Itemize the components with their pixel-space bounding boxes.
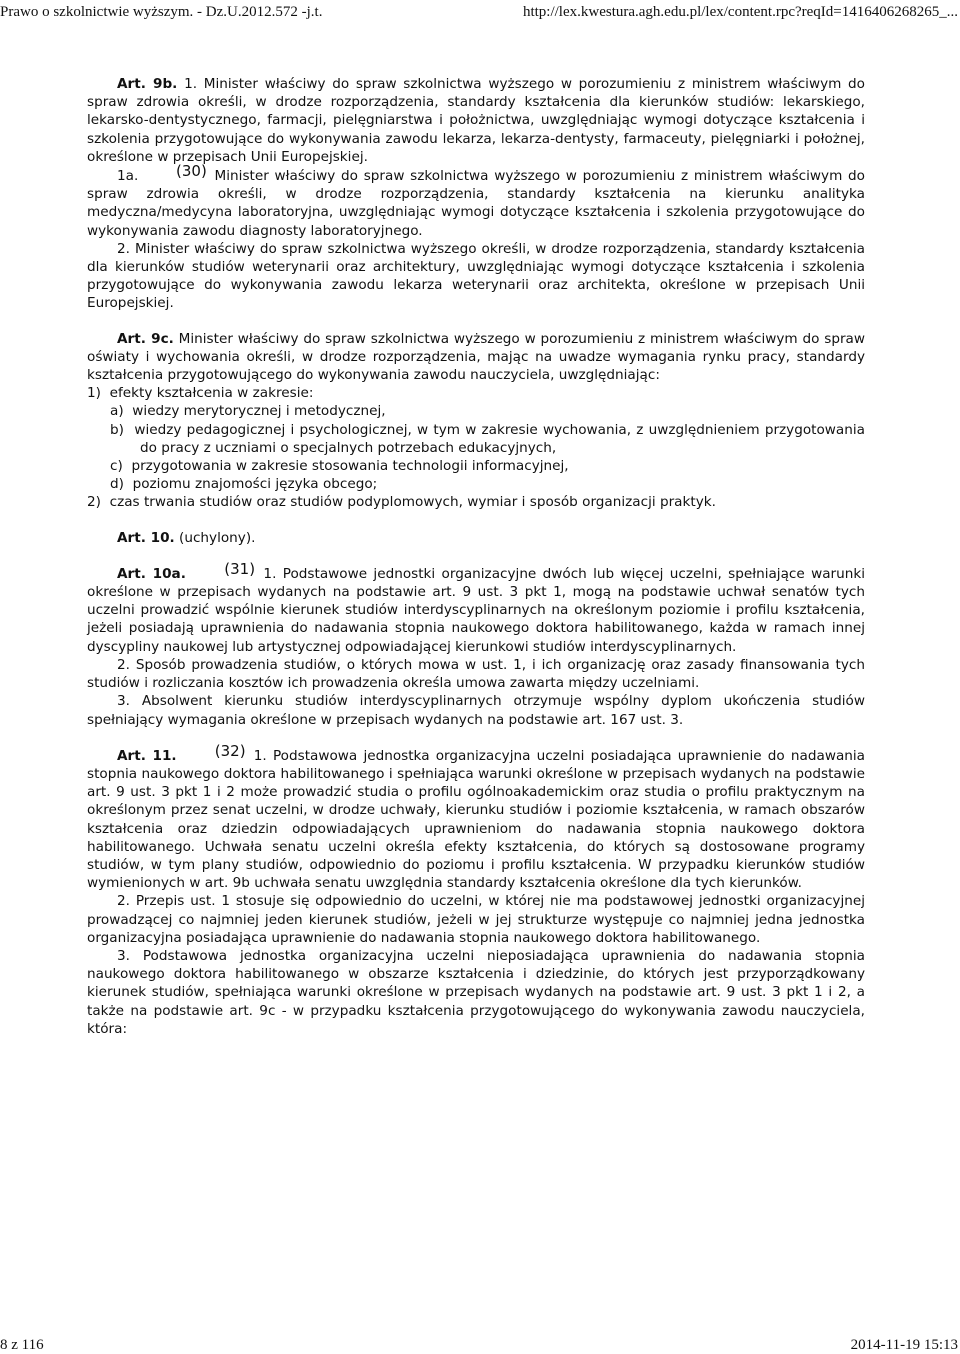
footnote-ref-30: (30) xyxy=(176,162,207,181)
sub-list-item-num: b) xyxy=(110,421,124,438)
art9b-p1a-text: Minister właściwy do spraw szkolnictwa wyższego w porozumieniu z ministrem właściwym do spraw zdrowia określi, w drodze rozporządzenia, standardy kształcenia na kierunku analityka medyczna/medycyna laboratoryjna, uwzględniając wymogi dotyczące kształcenia i szkolenia przygotowujące do wykonywania zawodu diagnosty laboratoryjnego. xyxy=(87,168,865,239)
art10a-p3-text: Absolwent kierunku studiów interdyscyplinarnych otrzymuje wspólny dyplom ukończenia studiów spełniający wymagania określone w przepisach wydanych na podstawie art. 167 ust. 3. xyxy=(87,693,865,728)
art10-label: Art. 10. xyxy=(117,529,175,546)
list-item-num: 2) xyxy=(87,494,101,511)
sub-list-item-text: wiedzy pedagogicznej i psychologicznej, w tym w zakresie wychowania, z uwzględnieniem przygotowania do pracy z uczniami o specjalnych potrzebach edukacyjnych, xyxy=(134,421,865,456)
art11-par3 xyxy=(87,947,865,1038)
art11-par2 xyxy=(87,892,865,947)
art11-par1 xyxy=(87,741,865,893)
art9b-p1-text: Minister właściwy do spraw szkolnictwa wyższego w porozumieniu z ministrem właściwym do spraw zdrowia określi, w drodze rozporządzenia, standardy kształcenia dla kierunków studiów: lekarskiego, lekarsko-dentystycznego, farmacji, pielęgniarstwa i położnictwa, uwzględniając wymogi dotyczące kształcenia i szkolenia przygotowujące do wykonywania zawodu lekarza, lekarza-dentysty, farmaceuty, pielęgniarki i położnej, określone w przepisach Unii Europejskiej. xyxy=(87,76,865,165)
list-item-text: efekty kształcenia w zakresie: xyxy=(109,385,314,402)
art9b-par1a xyxy=(87,162,865,240)
footer-page-number: 8 z 116 xyxy=(0,1337,44,1353)
sub-list-item-num: d) xyxy=(110,476,124,493)
art11-p1-text: Podstawowa jednostka organizacyjna uczelni posiadająca uprawnienie do nadawania stopnia naukowego doktora habilitowanego i spełniająca warunki określone w przepisach wydanych na podstawie art. 9 ust. 3 pkt 1 i 2 może prowadzić studia o profilu ogólnoakademickim oraz studia o profilu praktycznym na określonym przez senat uczelni, w drodze uchwały, kierunku studiów i poziomie kształcenia, w ramach obszarów kształcenia oraz dziedzin odpowiadających uprawnieniom do nadawania stopnia naukowego doktora habilitowanego. Uchwała senatu uczelni określa efekty kształcenia, do których są dostosowane programy studiów, w tym plany studiów, odpowiednio do poziomu i profilu kształcenia. W przypadku kierunków studiów wymienionych w art. 9b uchwała senatu uwzględnia standardy kształcenia określone dla tych kierunków. xyxy=(87,747,865,892)
art10a-p2-text: Sposób prowadzenia studiów, o których mowa w ust. 1, i ich organizację oraz zasady finansowania tych studiów i rozliczania kosztów ich prowadzenia określa umowa zawarta między uczelniami. xyxy=(87,656,865,692)
art10a-par3 xyxy=(87,692,865,728)
art9b-p2-num: 2. xyxy=(117,240,130,257)
art11-p2-num: 2. xyxy=(117,893,130,910)
list-item xyxy=(87,493,865,511)
header-url: http://lex.kwestura.agh.edu.pl/lex/content.rpc?reqId=1416406268265_... xyxy=(522,4,958,20)
header-document-title: Prawo o szkolnictwie wyższym. - Dz.U.2012.572 -j.t. xyxy=(0,4,323,20)
sub-list-item-num: a) xyxy=(110,403,124,420)
list-item-num: 1) xyxy=(87,385,101,402)
footnote-ref-31: (31) xyxy=(224,559,256,578)
art9c-intro xyxy=(87,330,865,385)
document-body xyxy=(87,75,865,1038)
art10a-label: Art. 10a. xyxy=(117,565,186,582)
list-item-text: czas trwania studiów oraz studiów podyplomowych, wymiar i sposób organizacji praktyk. xyxy=(109,494,716,511)
sub-list-item-num: c) xyxy=(110,458,123,475)
art10a-p2-num: 2. xyxy=(117,656,130,673)
art9b-p1-num: 1. xyxy=(184,76,198,92)
sub-list-item xyxy=(87,475,865,493)
art11-label: Art. 11. xyxy=(117,747,177,764)
art11-p2-text: Przepis ust. 1 stosuje się odpowiednio do uczelni, w której nie ma podstawowej jednostki organizacyjnej prowadzącej co najmniej jeden kierunek studiów, jeżeli w jej strukturze występuje co najmniej jedna jednostka organizacyjna posiadająca uprawnienie do nadawania stopnia naukowego doktora habilitowanego. xyxy=(87,893,866,946)
art10-par xyxy=(87,529,865,547)
footnote-ref-32: (32) xyxy=(214,741,246,760)
art10-text: (uchylony). xyxy=(179,529,256,546)
sub-list-item xyxy=(87,402,865,420)
art10a-p1-text: Podstawowe jednostki organizacyjne dwóch lub więcej uczelni, spełniające warunki określone w przepisach wydanych na podstawie art. 9 ust. 3 pkt 1, mogą na podstawie uchwał senatów tych uczelni prowadzić wspólnie kierunek studiów interdyscyplinarnych na określonym poziomie i profilu kształcenia, jeżeli posiadają uprawnienia do nadawania stopnia naukowego doktora habilitowanego, każda w ramach innej dyscypliny naukowej lub artystycznej odpowiadającej kierunkowi studiów interdyscyplinarnych. xyxy=(87,565,866,655)
art9b-p2-text: Minister właściwy do spraw szkolnictwa wyższego określi, w drodze rozporządzenia, standardy kształcenia dla kierunków studiów weterynarii oraz architektury, uwzględniając wymogi dotyczące kształcenia i szkolenia przygotowujące do wykonywania zawodu lekarza weterynarii oraz architekta, określone w przepisach Unii Europejskiej. xyxy=(87,240,865,312)
sub-list-item xyxy=(87,421,865,457)
art9b-p1a-num: 1a. xyxy=(117,168,139,185)
art9b-label: Art. 9b. xyxy=(117,76,178,92)
art11-p3-text: Podstawowa jednostka organizacyjna uczelni nieposiadająca uprawnienia do nadawania stopnia naukowego doktora habilitowanego w obszarze kształcenia i dziedzinie, do których jest przyporządkowany kierunek studiów, spełniająca warunki określone w przepisach wydanych na podstawie art. 9 ust. 3 pkt 1 i 2, a także na podstawie art. 9c - w przypadku kształcenia przygotowującego do wykonywania zawodu nauczyciela, która: xyxy=(87,947,865,1037)
art11-p3-num: 3. xyxy=(117,947,130,964)
art10a-par2 xyxy=(87,656,865,692)
sub-list-item-text: poziomu znajomości języka obcego; xyxy=(132,476,378,493)
art9b-par1 xyxy=(87,75,865,166)
art10a-p3-num: 3. xyxy=(117,693,130,710)
sub-list-item-text: przygotowania w zakresie stosowania technologii informacyjnej, xyxy=(131,458,569,475)
art9c-intro-text: Minister właściwy do spraw szkolnictwa wyższego w porozumieniu z ministrem właściwym do spraw oświaty i wychowania określi, w drodze rozporządzenia, mając na uwadze wymagania rynku pracy, standardy kształcenia przygotowującego do wykonywania zawodu nauczyciela, uwzględniając: xyxy=(87,330,865,384)
art10a-p1-num: 1. xyxy=(263,565,277,582)
list-item xyxy=(87,384,865,402)
art10a-par1 xyxy=(87,559,866,656)
art11-p1-num: 1. xyxy=(253,747,267,764)
sub-list-item-text: wiedzy merytorycznej i metodycznej, xyxy=(132,403,386,420)
art9c-label: Art. 9c. xyxy=(117,330,174,347)
art9b-par2 xyxy=(87,240,865,313)
footer-datetime: 2014-11-19 15:13 xyxy=(850,1337,958,1353)
sub-list-item xyxy=(87,457,865,475)
